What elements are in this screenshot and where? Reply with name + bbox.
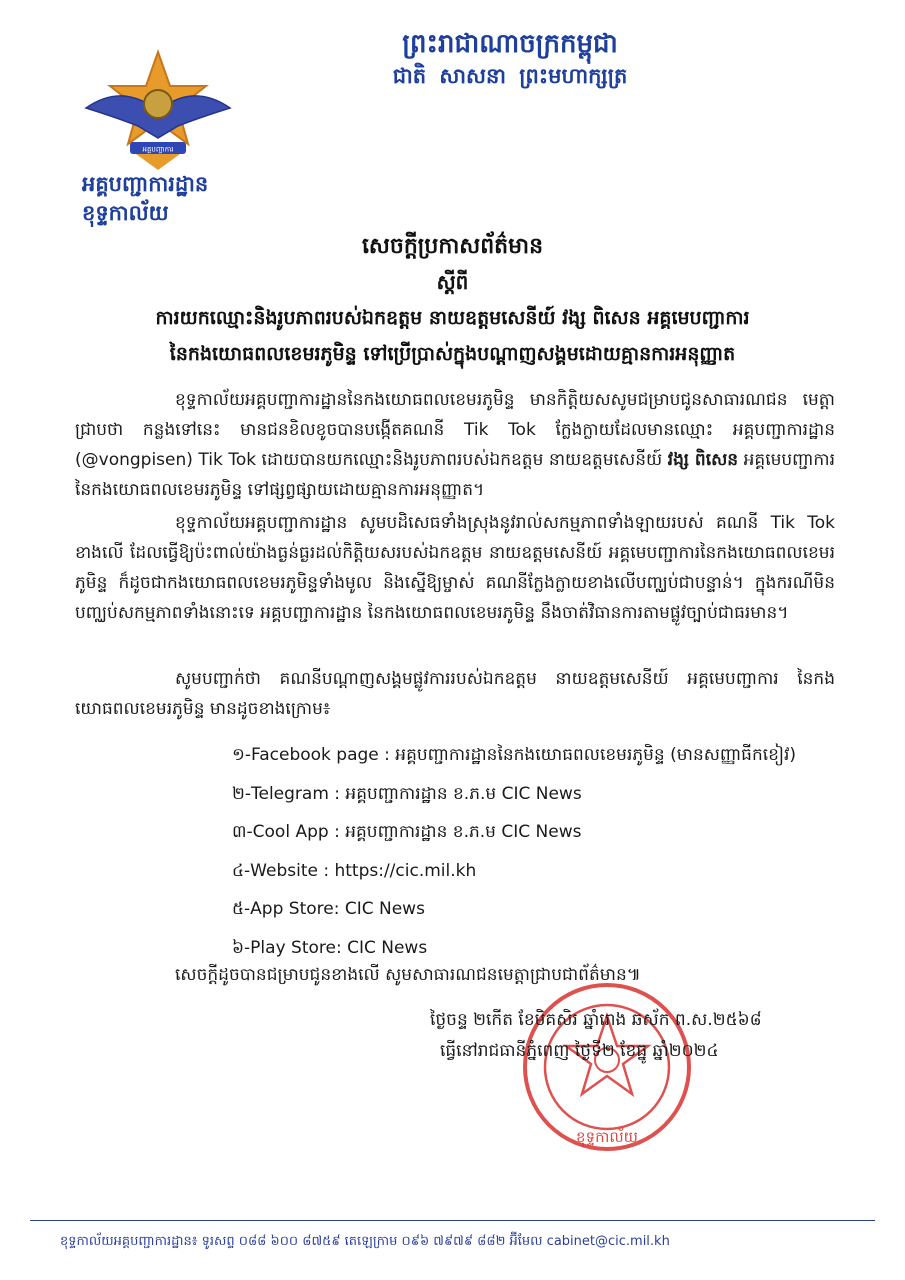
official-accounts-list — [232, 736, 796, 967]
announcement-subject-label: ស្តីពី — [436, 270, 469, 294]
commander-name: វង្ស ពិសេន — [667, 450, 739, 470]
military-emblem-logo — [78, 46, 238, 176]
list-item: ៦-Play Store: CIC News — [232, 937, 428, 958]
national-motto: ជាតិ សាសនា ព្រះមហាក្សត្រ — [392, 64, 628, 88]
kingdom-title: ព្រះរាជាណាចក្រកម្ពុជា — [402, 29, 618, 59]
list-item: ៤-Website : https://cic.mil.kh — [232, 860, 477, 881]
logo-banner-text: អគ្គបញ្ជាការ — [142, 145, 174, 154]
closing-statement: សេចក្តីដូចបានជម្រាបជូនខាងលើ សូមសាធារណជនមេត្តាជ្រាបជាព័ត៌មាន៕ — [175, 965, 641, 985]
announcement-title: សេចក្តីប្រកាសព័ត៌មាន — [361, 234, 544, 259]
paragraph-1-text-b: អគ្គមេបញ្ជាការនៃកងយោធពលខេមរភូមិន្ទ ទៅផ្សព្វផ្សាយដោយគ្មានការអនុញ្ញាត។ — [75, 450, 835, 500]
list-item: ៣-Cool App : អគ្គបញ្ជាការដ្ឋាន ខ.ភ.ម CIC News — [232, 822, 582, 842]
list-item: ២-Telegram : អគ្គបញ្ជាការដ្ឋាន ខ.ភ.ម CIC News — [232, 783, 582, 804]
announcement-subject-line2: នៃកងយោធពលខេមរភូមិន្ទ ទៅប្រើប្រាស់ក្នុងបណ្តាញសង្គមដោយគ្មានការអនុញ្ញាត — [169, 343, 736, 365]
footer-contact: ខុទ្ទកាល័យអគ្គបញ្ជាការដ្ឋាន៖ ទូរសព្ទ ០៨៨ ៦០០ ៨៧៥៩ តេឡេក្រាម ០៩៦ ៧៩៧៩ ៨៨២ អ៊ីមែល cabinet@cic.mil.kh — [60, 1234, 670, 1249]
footer-divider — [30, 1220, 875, 1221]
body-paragraph-1 — [75, 385, 835, 505]
body-paragraph-3: សូមបញ្ជាក់ថា គណនីបណ្តាញសង្គមផ្លូវការរបស់ឯកឧត្តម នាយឧត្តមសេនីយ៍ អគ្គមេបញ្ជាការ នៃកងយោធពលខេមរភូមិន្ទ មានដូចខាងក្រោម៖ — [75, 669, 835, 719]
lunar-date: ថ្ងៃចន្ទ ២កើត ខែមិគសិរ ឆ្នាំរោង ឆស័ក ព.ស.២៥៦៨ — [430, 1010, 762, 1030]
solar-date-place: ធ្វើនៅរាជធានីភ្នំពេញ ថ្ងៃទី២ ខែធ្នូ ឆ្នាំ២០២៤ — [440, 1041, 719, 1061]
announcement-subject-line1: ការយកឈ្មោះនិងរូបភាពរបស់ឯកឧត្តម នាយឧត្តមសេនីយ៍ វង្ស ពិសេន អគ្គមេបញ្ជាការ — [155, 307, 750, 329]
seal-text: ខុទ្ទកាល័យ — [576, 1128, 638, 1146]
body-paragraph-2: ខុទ្ទកាល័យអគ្គបញ្ជាការដ្ឋាន សូមបដិសេធទាំងស្រុងនូវរាល់សកម្មភាពទាំងឡាយរបស់ គណនី Tik Tok ខាងលើ ដែលធ្វើឱ្យប៉ះពាល់យ៉ាងធ្ងន់ធ្ងរដល់កិត្តិយសរបស់ឯកឧត្តម នាយឧត្តមសេនីយ៍ អគ្គមេបញ្ជាការនៃកងយោធពលខេមរភូមិន្ទ ក៏ដូចជាកងយោធពលខេមរភូមិន្ទទាំងមូល និងស្នើឱ្យម្ចាស់ គណនីក្លែងក្លាយខាងលើបញ្ឈប់ជាបន្ទាន់។ ក្នុងករណីមិនបញ្ឈប់សកម្មភាពទាំងនោះទេ អគ្គបញ្ជាការដ្ឋាន នៃកងយោធពលខេមរភូមិន្ទ នឹងចាត់វិធានការតាមផ្លូវច្បាប់ជាធរមាន។ — [75, 513, 835, 623]
paragraph-1-text-a: ខុទ្ទកាល័យអគ្គបញ្ជាការដ្ឋាននៃកងយោធពលខេមរភូមិន្ទ មានកិត្តិយសសូមជម្រាបជូនសាធារណជន មេត្តាជ្រាបថា កន្លងទៅនេះ មានជនខិលខូចបានបង្កើតគណនី Tik Tok ក្លែងក្លាយដែលមានឈ្មោះ អគ្គបញ្ជាការដ្ឋាន (@vongpisen) Tik Tok ដោយបានយកឈ្មោះនិងរូបភាពរបស់ឯកឧត្តម នាយឧត្តមសេនីយ៍ — [75, 390, 835, 470]
org-name-line1: អគ្គបញ្ជាការដ្ឋាន — [82, 172, 209, 196]
list-item: ១-Facebook page : អគ្គបញ្ជាការដ្ឋាននៃកងយោធពលខេមរភូមិន្ទ (មានសញ្ញាធីកខៀវ) — [232, 745, 797, 765]
list-item: ៥-App Store: CIC News — [232, 899, 425, 919]
org-name-line2: ខុទ្ទកាល័យ — [82, 201, 169, 225]
